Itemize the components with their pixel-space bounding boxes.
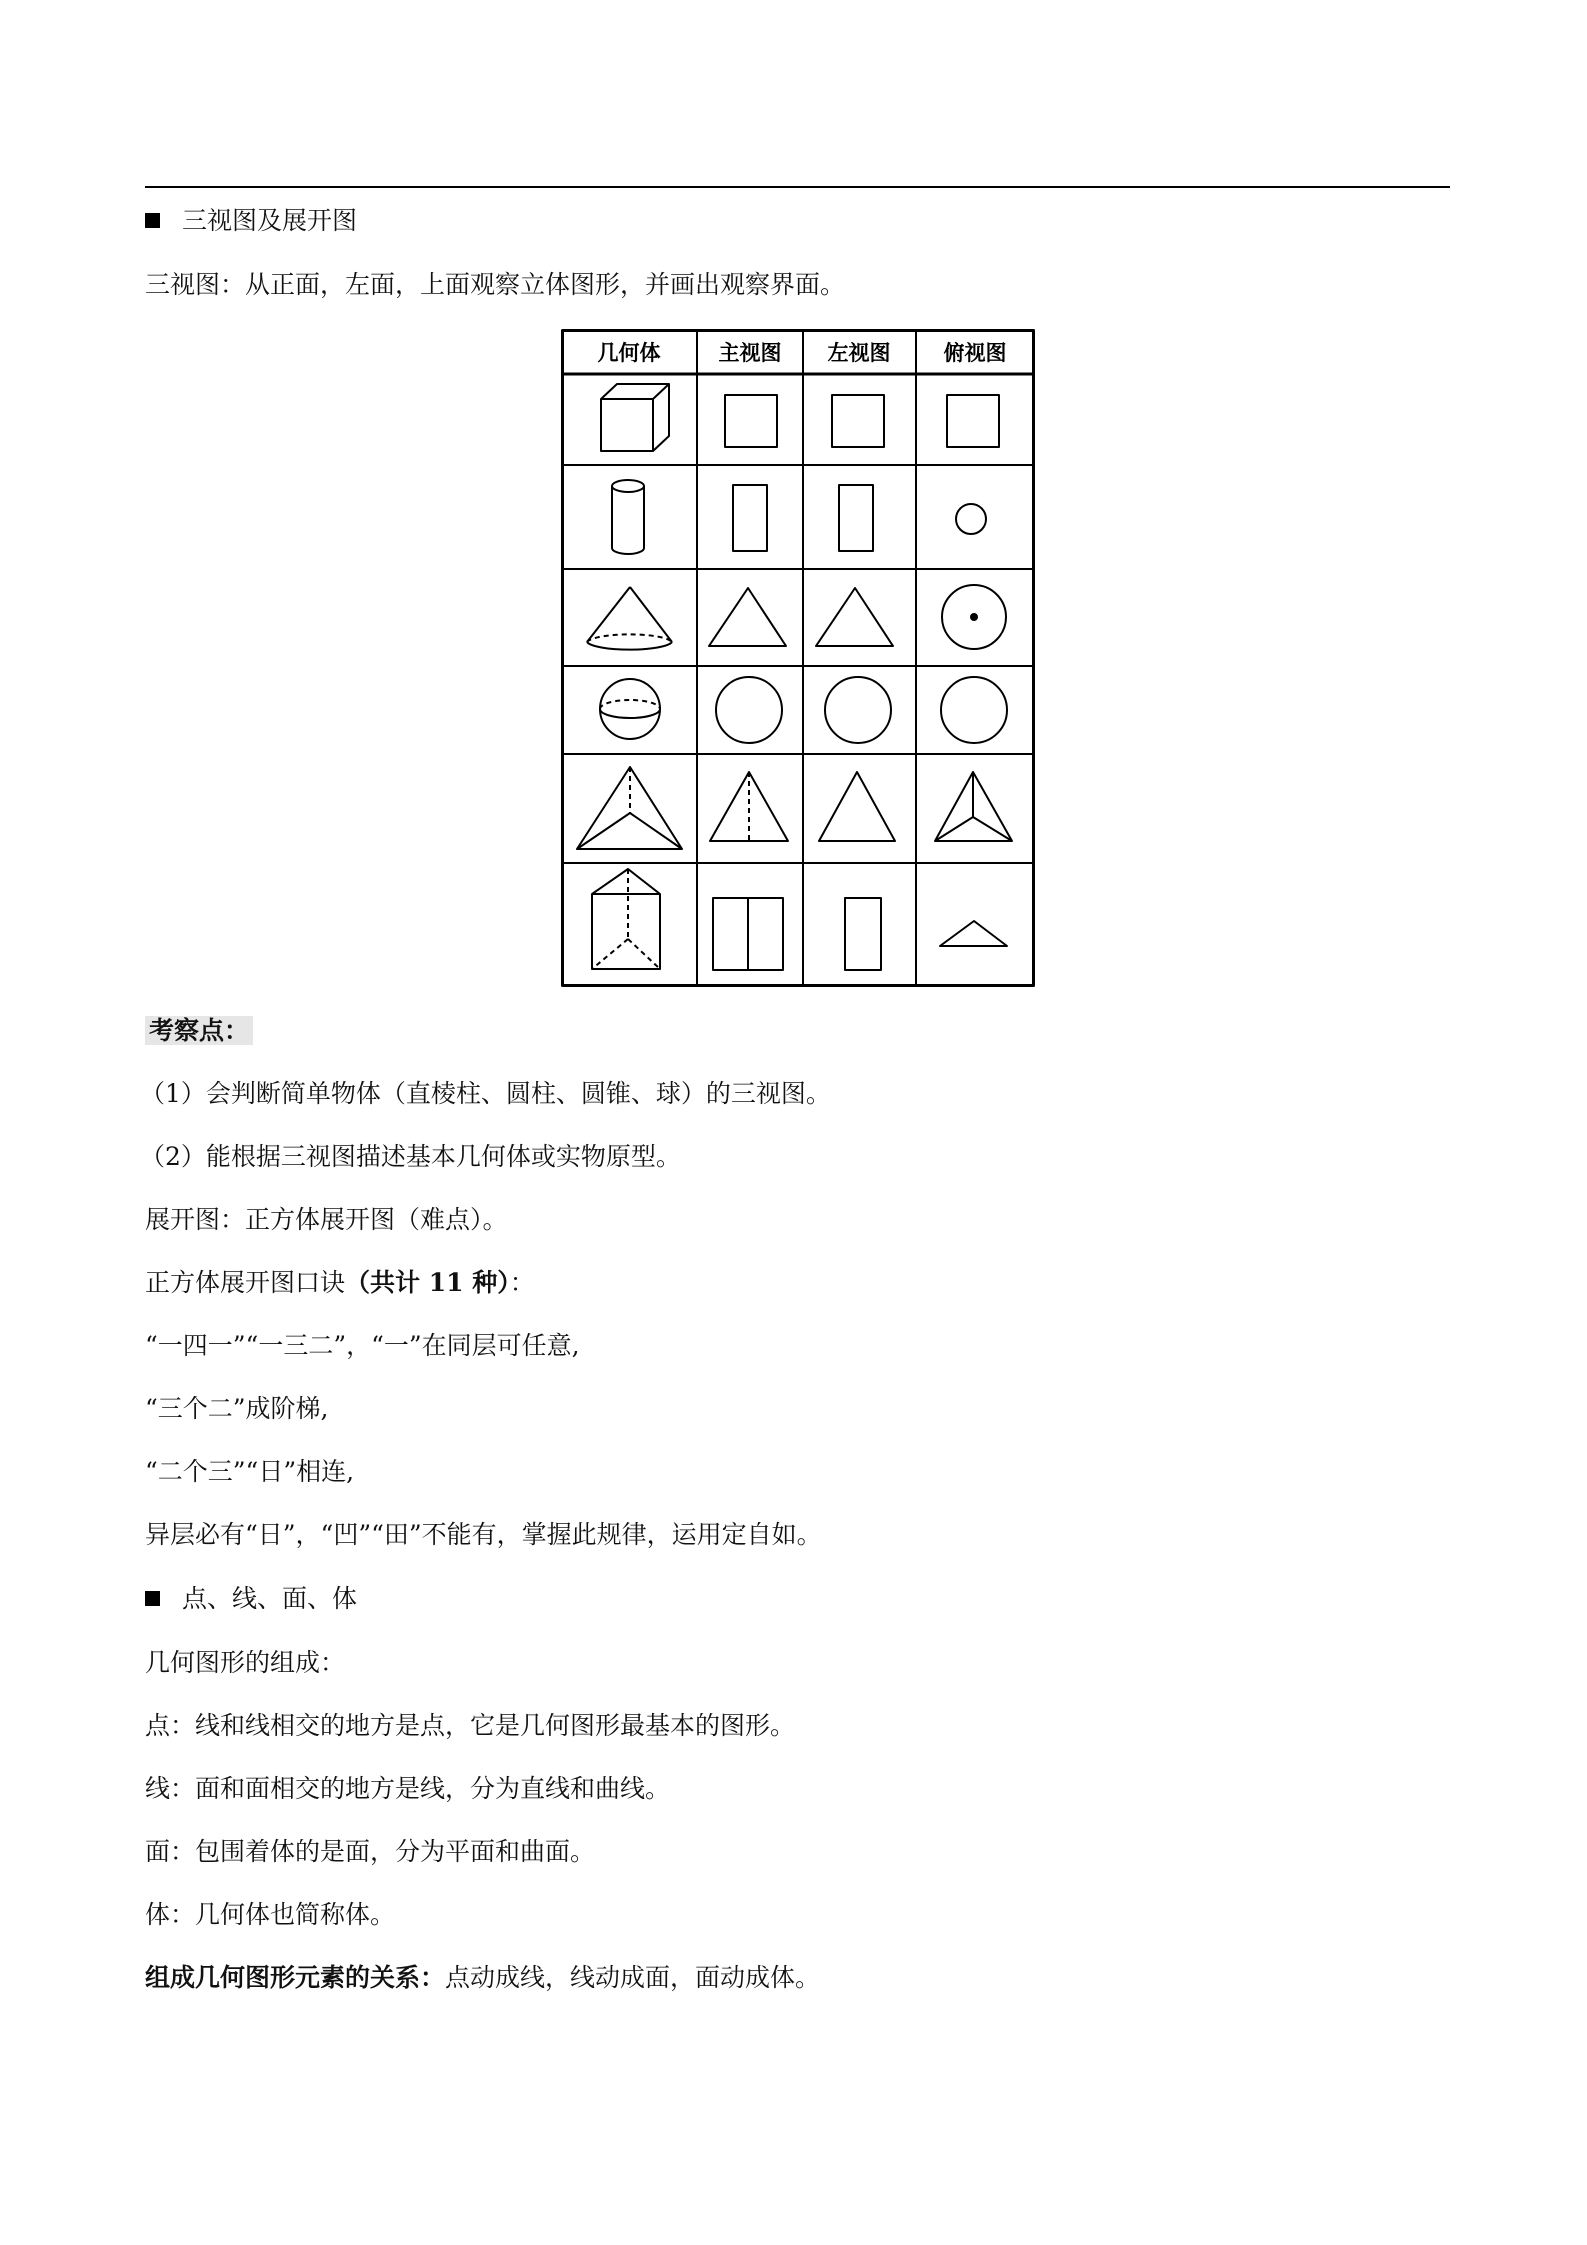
prism-left-view-icon <box>845 898 881 970</box>
rhyme-title-prefix: 正方体展开图口诀 <box>145 1268 346 1297</box>
unfold-rhyme-title <box>145 1266 535 1300</box>
triangular-pyramid-icon <box>577 767 682 849</box>
rhyme-line-4: 异层必有“日”，“凹”“田”不能有，掌握此规律，运用定自如。 <box>145 1520 822 1549</box>
rhyme-title-suffix: ： <box>509 1268 535 1297</box>
rhyme-line-1: “一四一”“一三二”，“一”在同层可任意, <box>145 1331 580 1360</box>
exam-point-1: （1）会判断简单物体（直棱柱、圆柱、圆锥、球）的三视图。 <box>140 1079 831 1108</box>
header-rule <box>145 186 1450 188</box>
rhyme-title-count: （共计 11 种） <box>345 1268 510 1297</box>
unfold-intro: 展开图：正方体展开图（难点）。 <box>145 1205 508 1234</box>
composition-relation <box>145 1961 820 1995</box>
relation-text: 点动成线，线动成面，面动成体。 <box>445 1963 821 1992</box>
three-views-table <box>561 329 1035 987</box>
sphere-top-view-icon <box>941 677 1007 743</box>
three-views-table-graphic <box>561 329 1035 987</box>
cone-front-view-icon <box>709 588 786 646</box>
cylinder-top-view-icon <box>956 504 986 534</box>
composition-solid: 体：几何体也简称体。 <box>145 1900 396 1929</box>
cylinder-front-view-icon <box>733 485 767 551</box>
composition-title: 几何图形的组成： <box>145 1648 346 1677</box>
exam-points-label-line <box>145 1014 253 1048</box>
cone-top-view-icon <box>942 585 1006 649</box>
pyramid-left-view-icon <box>819 772 895 841</box>
cube-top-view-icon <box>947 395 999 447</box>
square-bullet-icon <box>145 213 160 228</box>
cylinder-icon <box>612 480 644 554</box>
section-heading-three-views <box>145 204 357 238</box>
section-title: 三视图及展开图 <box>182 206 358 235</box>
rhyme-line-3: “二个三”“日”相连, <box>145 1457 355 1486</box>
cone-icon <box>587 587 672 650</box>
relation-label: 组成几何图形元素的关系： <box>145 1963 446 1992</box>
sphere-left-view-icon <box>825 677 891 743</box>
cube-front-view-icon <box>725 395 777 447</box>
exam-points-label: 考察点： <box>145 1016 253 1045</box>
triangular-prism-icon <box>592 869 660 969</box>
header-top-view: 俯视图 <box>943 340 1007 365</box>
header-front-view: 主视图 <box>718 340 782 365</box>
square-bullet-icon <box>145 1591 160 1606</box>
rhyme-line-2: “三个二”成阶梯, <box>145 1394 329 1423</box>
composition-line: 线：面和面相交的地方是线，分为直线和曲线。 <box>145 1774 671 1803</box>
sphere-front-view-icon <box>716 677 782 743</box>
cube-icon <box>601 384 669 451</box>
sphere-icon <box>600 679 660 739</box>
cylinder-left-view-icon <box>839 485 873 551</box>
composition-point: 点：线和线相交的地方是点，它是几何图形最基本的图形。 <box>145 1711 796 1740</box>
table-border <box>563 331 1034 986</box>
header-solid: 几何体 <box>597 340 661 365</box>
cone-left-view-icon <box>816 588 893 646</box>
pyramid-front-view-icon <box>710 772 788 841</box>
section-title: 点、线、面、体 <box>182 1584 358 1613</box>
cube-left-view-icon <box>832 395 884 447</box>
exam-point-2: （2）能根据三视图描述基本几何体或实物原型。 <box>140 1142 681 1171</box>
composition-plane: 面：包围着体的是面，分为平面和曲面。 <box>145 1837 596 1866</box>
pyramid-top-view-icon <box>935 772 1012 841</box>
header-left-view: 左视图 <box>827 340 891 365</box>
prism-front-view-icon <box>713 898 783 970</box>
section-heading-point-line-plane-solid <box>145 1582 357 1616</box>
prism-top-view-icon <box>940 921 1007 946</box>
three-views-intro: 三视图：从正面，左面，上面观察立体图形，并画出观察界面。 <box>145 270 846 299</box>
